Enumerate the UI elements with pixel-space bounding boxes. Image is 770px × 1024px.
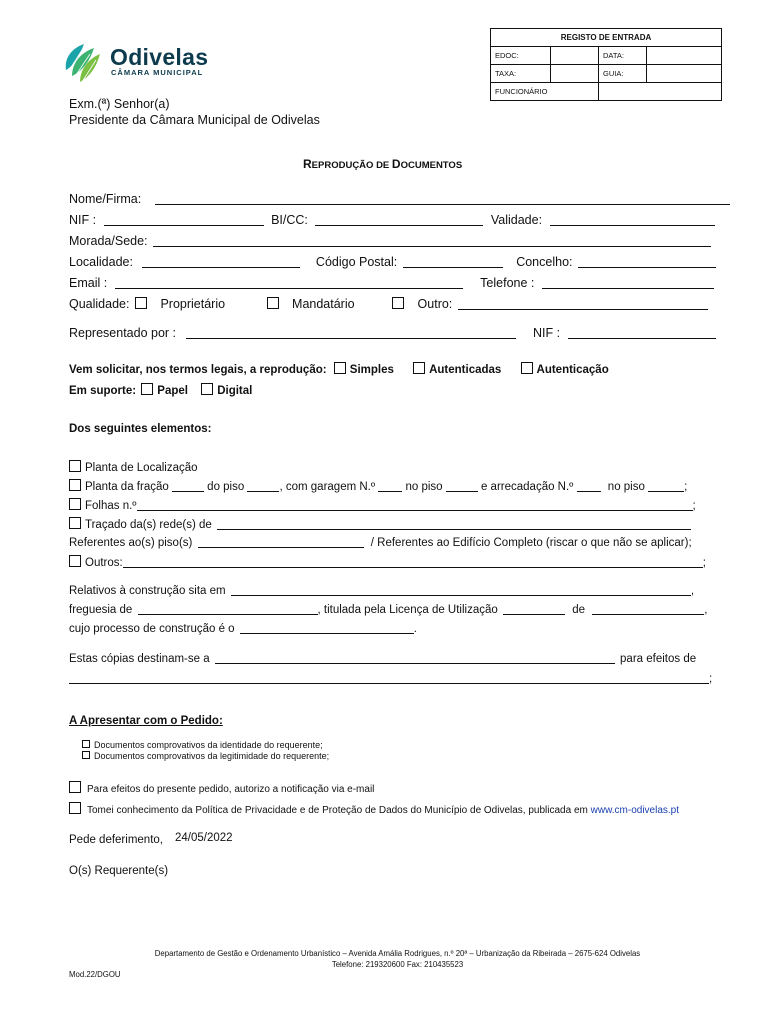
autenticadas-label: Autenticadas — [429, 364, 502, 376]
email-label: Email : — [69, 276, 108, 290]
titulada-label: , titulada pela Licença de Utilização — [317, 604, 498, 616]
notificacao-checkbox[interactable] — [69, 781, 81, 793]
morada-field[interactable] — [153, 235, 711, 247]
leaf-logo-icon — [62, 40, 102, 84]
registry-table — [490, 28, 722, 101]
folhas-label: Folhas n.º — [85, 500, 137, 512]
email-field[interactable] — [115, 277, 463, 289]
efeitos-label: para efeitos de — [620, 653, 697, 665]
concelho-field[interactable] — [578, 256, 716, 268]
relativos-label: Relativos à construção sita em — [69, 585, 226, 597]
morada-label: Morada/Sede: — [69, 234, 148, 248]
privacidade-link[interactable]: www.cm-odivelas.pt — [590, 805, 679, 816]
efeitos-field[interactable] — [69, 672, 709, 684]
telefone-field[interactable] — [542, 277, 714, 289]
garagem-piso-label: no piso — [405, 481, 443, 493]
outros-row: Outros: ; — [69, 555, 706, 569]
representado-row — [69, 326, 716, 340]
apresentar-item1: Documentos comprovativos da identidade do requerente; — [82, 740, 323, 750]
taxa-field[interactable] — [551, 65, 599, 83]
guia-field[interactable] — [647, 65, 722, 83]
folhas-checkbox[interactable] — [69, 498, 81, 510]
papel-checkbox[interactable] — [141, 383, 153, 395]
codigo-postal-field[interactable] — [403, 256, 503, 268]
qualidade-label: Qualidade: — [69, 297, 130, 311]
privacidade-label: Tomei conhecimento da Política de Privacidade e de Proteção de Dados do Município de Odivelas, publicada em — [87, 805, 588, 816]
autenticadas-checkbox[interactable] — [413, 362, 425, 374]
papel-label: Papel — [157, 385, 188, 397]
suporte-label: Em suporte: — [69, 385, 137, 397]
codigo-postal-label: Código Postal: — [315, 255, 398, 269]
simples-label: Simples — [349, 364, 394, 376]
nome-label: Nome/Firma: — [69, 192, 142, 206]
proprietario-checkbox[interactable] — [135, 297, 147, 309]
odivelas-logo — [62, 40, 232, 84]
nome-row — [69, 192, 730, 206]
outro-checkbox[interactable] — [392, 297, 404, 309]
processo-row: cujo processo de construção é o . — [69, 623, 417, 635]
notificacao-label: Para efeitos do presente pedido, autorizo a notificação via e-mail — [87, 784, 375, 795]
tracado-label: Traçado da(s) rede(s) de — [85, 519, 212, 531]
garagem-piso-field[interactable] — [446, 480, 478, 492]
planta-localizacao-label: Planta de Localização — [85, 462, 198, 474]
validade-field[interactable] — [550, 214, 715, 226]
edoc-field[interactable] — [551, 47, 599, 65]
representado-label: Representado por : — [69, 326, 177, 340]
privacidade-row — [69, 802, 679, 816]
nif-row — [69, 213, 715, 227]
edoc-label: EDOC: — [491, 47, 551, 65]
localidade-field[interactable] — [142, 256, 300, 268]
apresentar-heading: A Apresentar com o Pedido: — [69, 715, 223, 727]
planta-fracao-label: Planta da fração — [85, 481, 169, 493]
form-code: Mod.22/DGOU — [69, 970, 121, 979]
morada-row — [69, 234, 711, 248]
concelho-label: Concelho: — [516, 255, 573, 269]
requerente-label: O(s) Requerente(s) — [69, 865, 169, 877]
proprietario-label: Proprietário — [160, 297, 226, 311]
efeitos-row: ; — [69, 672, 712, 685]
logo-name: Odivelas — [110, 44, 209, 70]
representado-field[interactable] — [186, 327, 516, 339]
page-title: REPRODUÇÃO DE DOCUMENTOS — [303, 157, 463, 171]
taxa-label: TAXA: — [491, 65, 551, 83]
nif2-label: NIF : — [532, 326, 561, 340]
planta-fracao-row: Planta da fração do piso , com garagem N.º no piso e arrecadação N.º no piso ; — [69, 479, 687, 493]
bicc-field[interactable] — [315, 214, 483, 226]
autenticacao-label: Autenticação — [536, 364, 609, 376]
digital-label: Digital — [217, 385, 253, 397]
outro-label: Outro: — [417, 297, 453, 311]
outros-checkbox[interactable] — [69, 555, 81, 567]
folhas-field[interactable] — [137, 499, 693, 511]
email-row — [69, 276, 714, 290]
localidade-row — [69, 255, 716, 269]
request-row — [69, 362, 609, 376]
qualidade-row — [69, 297, 708, 311]
nif-label: NIF : — [69, 213, 97, 227]
planta-localizacao-checkbox[interactable] — [69, 460, 81, 472]
licenca-data-field[interactable] — [592, 603, 704, 615]
addressee-line2: Presidente da Câmara Municipal de Odivelas — [69, 113, 320, 127]
pede-deferimento: Pede deferimento, — [69, 834, 163, 846]
tracado-field[interactable] — [217, 518, 691, 530]
referentes-row — [69, 536, 692, 549]
freguesia-field[interactable] — [138, 603, 318, 615]
tracado-checkbox[interactable] — [69, 517, 81, 529]
piso-field[interactable] — [247, 480, 279, 492]
funcionario-label: FUNCIONÁRIO — [491, 83, 599, 101]
relativos-field[interactable] — [231, 584, 691, 596]
do-piso-label: do piso — [207, 481, 245, 493]
bicc-label: BI/CC: — [271, 213, 308, 227]
notificacao-row — [69, 781, 374, 795]
garagem-label: , com garagem N.º — [279, 481, 376, 493]
telefone-label: Telefone : — [480, 276, 535, 290]
nome-field[interactable] — [155, 193, 730, 205]
destinam-field[interactable] — [215, 652, 615, 664]
request-label: Vem solicitar, nos termos legais, a reprodução: — [69, 364, 327, 376]
destinam-label: Estas cópias destinam-se a — [69, 653, 210, 665]
garagem-field[interactable] — [378, 480, 402, 492]
mandatario-label: Mandatário — [292, 297, 355, 311]
date-value[interactable]: 24/05/2022 — [175, 832, 233, 844]
outros-label: Outros: — [85, 557, 123, 569]
freguesia-label: freguesia de — [69, 604, 133, 616]
nif2-field[interactable] — [568, 327, 716, 339]
footer-address: Departamento de Gestão e Ordenamento Urbanístico – Avenida Amália Rodrigues, n.º 20ª – Urbanização da Ribeirada – 2675-624 Odivelas — [154, 949, 641, 958]
folhas-row: Folhas n.º ; — [69, 498, 696, 512]
autenticacao-checkbox[interactable] — [521, 362, 533, 374]
data-label: DATA: — [599, 47, 647, 65]
mandatario-checkbox[interactable] — [267, 297, 279, 309]
arrecadacao-piso-field[interactable] — [648, 480, 684, 492]
destinam-row — [69, 652, 696, 665]
guia-label: GUIA: — [599, 65, 647, 83]
arrecadacao-field[interactable] — [577, 480, 601, 492]
fracao-field[interactable] — [172, 480, 204, 492]
processo-field[interactable] — [240, 622, 414, 634]
planta-fracao-checkbox[interactable] — [69, 479, 81, 491]
registry-title: REGISTO DE ENTRADA — [491, 29, 722, 47]
simples-checkbox[interactable] — [334, 362, 346, 374]
planta-localizacao-row — [69, 460, 198, 474]
arrecadacao-piso-label: no piso — [607, 481, 645, 493]
apresentar-item2: Documentos comprovativos da legitimidade do requerente; — [82, 751, 329, 761]
localidade-label: Localidade: — [69, 255, 133, 269]
arrecadacao-label: e arrecadação N.º — [480, 481, 574, 493]
elements-heading: Dos seguintes elementos: — [69, 423, 212, 435]
referentes-completo-label: / Referentes ao Edifício Completo (riscar o que não se aplicar); — [370, 537, 692, 549]
logo-subtitle: CÂMARA MUNICIPAL — [111, 68, 204, 77]
relativos-row: Relativos à construção sita em , — [69, 585, 695, 597]
referentes-label: Referentes ao(s) piso(s) — [69, 537, 193, 549]
addressee-line1: Exm.(ª) Senhor(a) — [69, 97, 170, 111]
suporte-row — [69, 383, 252, 397]
freguesia-row: freguesia de , titulada pela Licença de Utilização de , — [69, 604, 708, 616]
footer-phone: Telefone: 219320600 Fax: 210435523 — [331, 960, 464, 969]
funcionario-field[interactable] — [599, 83, 722, 101]
privacidade-checkbox[interactable] — [69, 802, 81, 814]
de-label: de — [572, 604, 585, 616]
tracado-row — [69, 517, 691, 531]
data-field[interactable] — [647, 47, 722, 65]
validade-label: Validade: — [490, 213, 543, 227]
processo-label: cujo processo de construção é o — [69, 623, 235, 635]
referentes-field[interactable] — [198, 536, 364, 548]
digital-checkbox[interactable] — [201, 383, 213, 395]
licenca-field[interactable] — [503, 603, 565, 615]
outro-field[interactable] — [458, 299, 708, 310]
legitimidade-checkbox[interactable] — [82, 751, 90, 759]
nif-field[interactable] — [104, 214, 264, 226]
outros-field[interactable] — [123, 556, 703, 568]
identidade-checkbox[interactable] — [82, 740, 90, 748]
